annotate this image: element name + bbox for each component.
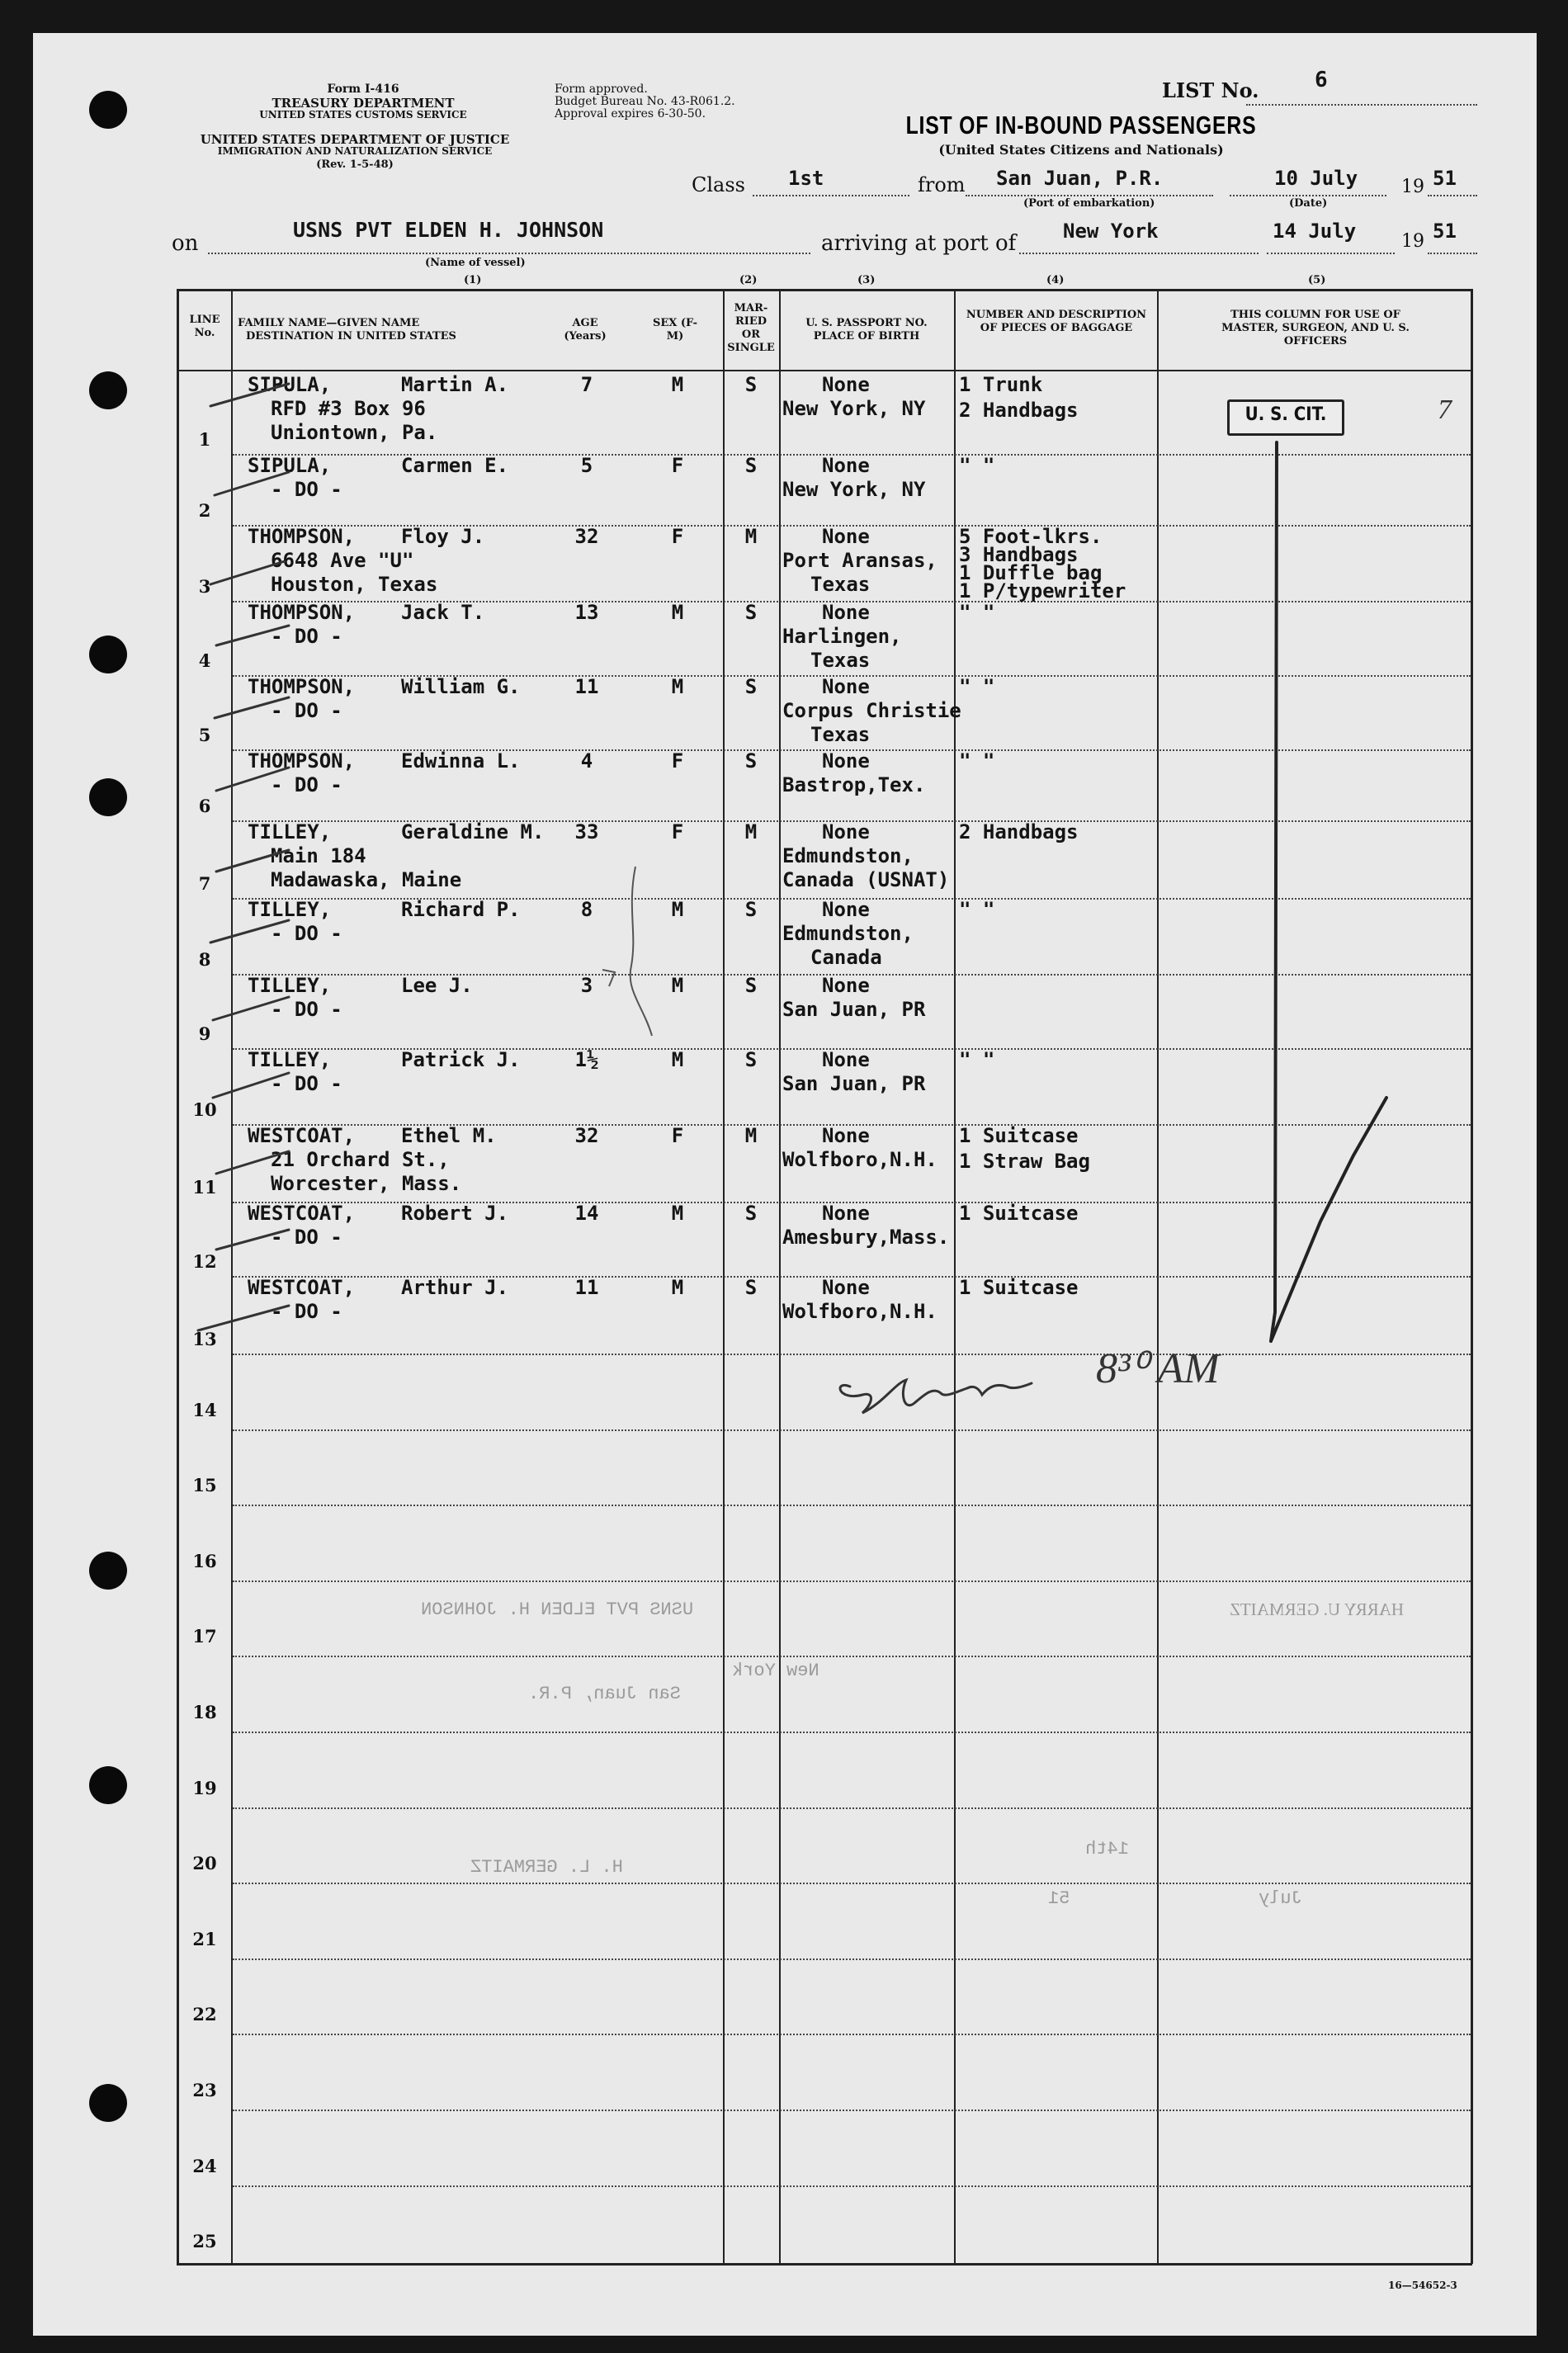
date-label: (Date) [1289,197,1328,210]
show-through-8: H. L. GERMAITZ [470,1857,623,1878]
given-name: Ethel M. [401,1124,497,1147]
customs-service: UNITED STATES CUSTOMS SERVICE [259,109,467,120]
given-name: Edwinna L. [401,749,521,773]
list-no-label: LIST No. [1162,78,1259,102]
list-no-value: 6 [1315,68,1328,92]
approval-expires: Approval expires 6-30-50. [555,107,706,120]
baggage-line: 1 Suitcase [959,1276,1079,1299]
destination-line: Houston, Texas [271,573,438,596]
signature-mark [840,1380,1032,1413]
destination-line: - DO - [271,998,342,1021]
given-name: Patrick J. [401,1048,521,1071]
baggage-line: " " [959,1048,995,1071]
given-name: Floy J. [401,525,485,548]
sex: M [671,974,684,997]
given-name: Carmen E. [401,454,509,477]
pencil-squiggle [602,867,652,1036]
tally-marks [198,384,289,1330]
line-number: 19 [192,1777,217,1798]
family-name: TILLEY, [248,898,332,921]
header-baggage: NUMBER AND DESCRIPTION OF PIECES OF BAGGAGE [966,309,1147,334]
line-number: 3 [198,576,211,597]
place-of-birth: Wolfboro,N.H. [782,1148,937,1171]
age: 11 [574,1276,599,1299]
document-title: LIST OF IN-BOUND PASSENGERS [905,111,1257,139]
place-of-birth: Texas [810,573,871,596]
port-embarkation-label: (Port of embarkation) [1023,197,1155,210]
place-of-birth: Texas [810,723,871,746]
arriving-label: arriving at port of [821,231,1017,256]
age: 32 [574,1124,599,1147]
line-number: 16 [192,1550,217,1571]
passport-no: None [822,601,870,624]
marital-status: S [744,454,758,477]
from-label: from [918,173,966,196]
given-name: Martin A. [401,373,509,396]
place-of-birth: Texas [810,649,871,672]
baggage-line: 1 Suitcase [959,1124,1079,1147]
baggage-line: " " [959,898,995,921]
sex: F [671,820,684,843]
baggage-line: 1 Duffle bag [959,561,1103,584]
place-of-birth: Corpus Christie [782,699,961,722]
marital-status: M [744,820,758,843]
show-through-4: San Juan, P.R. [528,1684,681,1704]
destination-line: - DO - [271,625,342,648]
header-line-no: LINE No. [189,314,220,339]
line-number: 2 [198,500,211,521]
line-number: 18 [192,1702,217,1722]
sex: M [671,898,684,921]
place-of-birth: Edmundston, [782,922,914,945]
header-officers: THIS COLUMN FOR USE OF MASTER, SURGEON, AND U. S. OFFICERS [1221,309,1410,347]
baggage-line: 1 Suitcase [959,1202,1079,1225]
place-of-birth: San Juan, PR [782,998,926,1021]
sex: F [671,1124,684,1147]
line-number: 12 [192,1251,217,1272]
class-value: 1st [788,167,824,190]
line-number: 6 [198,796,211,816]
passport-no: None [822,1124,870,1147]
col-num-3: (3) [857,274,876,286]
family-name: THOMPSON, [248,601,356,624]
family-name: SIPULA, [248,373,332,396]
baggage-line: " " [959,675,995,698]
on-label: on [172,231,199,256]
destination-line: Uniontown, Pa. [271,421,438,444]
form-number: Form I-416 [327,83,399,96]
passport-no: None [822,898,870,921]
age: 8 [580,898,593,921]
destination-line: 6648 Ave "U" [271,549,414,572]
age: 32 [574,525,599,548]
header-married: MAR- RIED OR SINGLE [727,302,775,354]
age: 33 [574,820,599,843]
given-name: Lee J. [401,974,473,997]
destination-line: RFD #3 Box 96 [271,397,426,420]
year-from: 51 [1433,167,1457,190]
place-of-birth: Bastrop,Tex. [782,773,926,796]
age: 14 [574,1202,599,1225]
sex: F [671,749,684,773]
line-number: 11 [192,1177,217,1198]
line-number: 22 [192,2004,217,2025]
show-through-2: USNS PVT ELDEN H. JOHNSON [421,1599,694,1620]
show-through-3: New York [732,1661,819,1681]
age: 13 [574,601,599,624]
passport-no: None [822,525,870,548]
passport-no: None [822,454,870,477]
line-number: 8 [198,949,211,970]
line-number: 7 [198,873,211,894]
destination-line: Madawaska, Maine [271,868,462,891]
marital-status: S [744,601,758,624]
from-value: San Juan, P.R. [996,167,1164,190]
line-number: 21 [192,1928,217,1949]
destination-line: - DO - [271,1226,342,1249]
passport-no: None [822,675,870,698]
family-name: TILLEY, [248,1048,332,1071]
baggage-line: 2 Handbags [959,399,1079,422]
baggage-line: 5 Foot-lkrs. [959,525,1103,548]
passport-no: None [822,820,870,843]
place-of-birth: New York, NY [782,478,926,501]
family-name: THOMPSON, [248,749,356,773]
place-of-birth: Edmundston, [782,844,914,867]
place-of-birth: Canada (USNAT) [782,868,950,891]
family-name: WESTCOAT, [248,1276,356,1299]
age: 3 [580,974,593,997]
marital-status: S [744,898,758,921]
col-num-5: (5) [1308,274,1326,286]
show-through-1: HARRY U. GERMAITZ [1230,1599,1404,1619]
header-passport: U. S. PASSPORT NO. PLACE OF BIRTH [805,317,928,343]
baggage-line: 2 Handbags [959,820,1079,843]
place-of-birth: Harlingen, [782,625,902,648]
age: 4 [580,749,593,773]
passport-no: None [822,974,870,997]
destination-line: - DO - [271,1300,342,1323]
sex: M [671,1048,684,1071]
sex: F [671,454,684,477]
arrival-port: New York [1063,220,1159,243]
us-citizen-stamp-text: U. S. CIT. [1244,404,1327,425]
baggage-line: 1 Straw Bag [959,1150,1090,1173]
baggage-line: " " [959,454,995,477]
marital-status: M [744,525,758,548]
destination-line: - DO - [271,699,342,722]
line-number: 4 [198,650,211,671]
year-prefix: 19 [1401,177,1424,197]
revision: (Rev. 1-5-48) [316,158,394,171]
given-name: William G. [401,675,521,698]
line-number: 14 [192,1399,217,1420]
col-num-1: (1) [464,274,482,286]
vessel-name: USNS PVT ELDEN H. JOHNSON [293,218,604,242]
year-prefix-arrival: 19 [1401,231,1424,252]
line-number: 20 [192,1853,217,1874]
class-label: Class [692,173,745,196]
treasury-department: TREASURY DEPARTMENT [272,96,455,111]
line-number: 5 [198,725,211,745]
family-name: WESTCOAT, [248,1124,356,1147]
family-name: SIPULA, [248,454,332,477]
given-name: Arthur J. [401,1276,509,1299]
col-num-4: (4) [1046,274,1065,286]
given-name: Jack T. [401,601,485,624]
given-name: Robert J. [401,1202,509,1225]
destination-line: - DO - [271,922,342,945]
destination-line: Worcester, Mass. [271,1172,462,1195]
line-number: 17 [192,1626,217,1647]
place-of-birth: Canada [810,946,882,969]
line-number: 25 [192,2231,217,2252]
passport-no: None [822,373,870,396]
age: 5 [580,454,593,477]
family-name: WESTCOAT, [248,1202,356,1225]
arrival-date: 14 July [1273,220,1357,243]
margin-mark: 7 [1438,395,1452,425]
family-name: THOMPSON, [248,525,356,548]
age: 7 [580,373,593,396]
line-number: 9 [198,1023,211,1044]
line-number: 23 [192,2080,217,2100]
sex: M [671,1276,684,1299]
baggage-line: 3 Handbags [959,543,1079,566]
family-name: TILLEY, [248,974,332,997]
place-of-birth: San Juan, PR [782,1072,926,1095]
baggage-line: " " [959,601,995,624]
date-from-value: 10 July [1274,167,1358,190]
show-through-7: 51 [1048,1888,1070,1909]
family-name: TILLEY, [248,820,332,843]
sex: M [671,675,684,698]
form-approved: Form approved. [555,83,648,96]
department-of-justice: UNITED STATES DEPARTMENT OF JUSTICE [200,132,510,147]
officer-check-mark [1271,442,1386,1341]
ins-label: IMMIGRATION AND NATURALIZATION SERVICE [217,145,493,157]
marital-status: S [744,749,758,773]
marital-status: S [744,373,758,396]
passport-no: None [822,1048,870,1071]
document-subtitle: (United States Citizens and Nationals) [938,142,1224,158]
marital-status: M [744,1124,758,1147]
show-through-5: 14th [1085,1839,1129,1859]
show-through-6: July [1259,1888,1302,1909]
line-number: 13 [192,1329,217,1349]
sex: M [671,373,684,396]
line-number: 24 [192,2155,217,2176]
baggage-line: 1 Trunk [959,373,1043,396]
year-arrival: 51 [1433,220,1457,243]
header-age: AGE (Years) [564,317,607,343]
handwritten-time: 8³⁰ AM [1096,1345,1220,1392]
destination-line: - DO - [271,478,342,501]
marital-status: S [744,1202,758,1225]
budget-bureau: Budget Bureau No. 43-R061.2. [555,95,735,108]
passport-no: None [822,1276,870,1299]
baggage-line: " " [959,749,995,773]
destination-line: - DO - [271,1072,342,1095]
destination-line: Main 184 [271,844,366,867]
header-name: FAMILY NAME—GIVEN NAME [238,317,420,329]
col-num-2: (2) [739,274,758,286]
age: 11 [574,675,599,698]
header-sex: SEX (F-M) [652,317,698,343]
place-of-birth: Port Aransas, [782,549,937,572]
marital-status: S [744,1276,758,1299]
marital-status: S [744,1048,758,1071]
given-name: Geraldine M. [401,820,545,843]
place-of-birth: New York, NY [782,397,926,420]
passport-no: None [822,1202,870,1225]
marital-status: S [744,974,758,997]
destination-line: - DO - [271,773,342,796]
sex: M [671,1202,684,1225]
passport-no: None [822,749,870,773]
destination-line: 21 Orchard St., [271,1148,450,1171]
family-name: THOMPSON, [248,675,356,698]
sex: M [671,601,684,624]
form-code: 16—54652-3 [1388,2280,1457,2291]
given-name: Richard P. [401,898,521,921]
line-number: 15 [192,1475,217,1496]
age: 1½ [574,1048,599,1071]
vessel-label: (Name of vessel) [425,257,526,269]
place-of-birth: Wolfboro,N.H. [782,1300,937,1323]
baggage-line: 1 P/typewriter [959,579,1126,602]
line-number: 1 [198,429,211,450]
sex: F [671,525,684,548]
line-number: 10 [192,1099,217,1120]
place-of-birth: Amesbury,Mass. [782,1226,950,1249]
marital-status: S [744,675,758,698]
header-destination: DESTINATION IN UNITED STATES [246,330,456,343]
